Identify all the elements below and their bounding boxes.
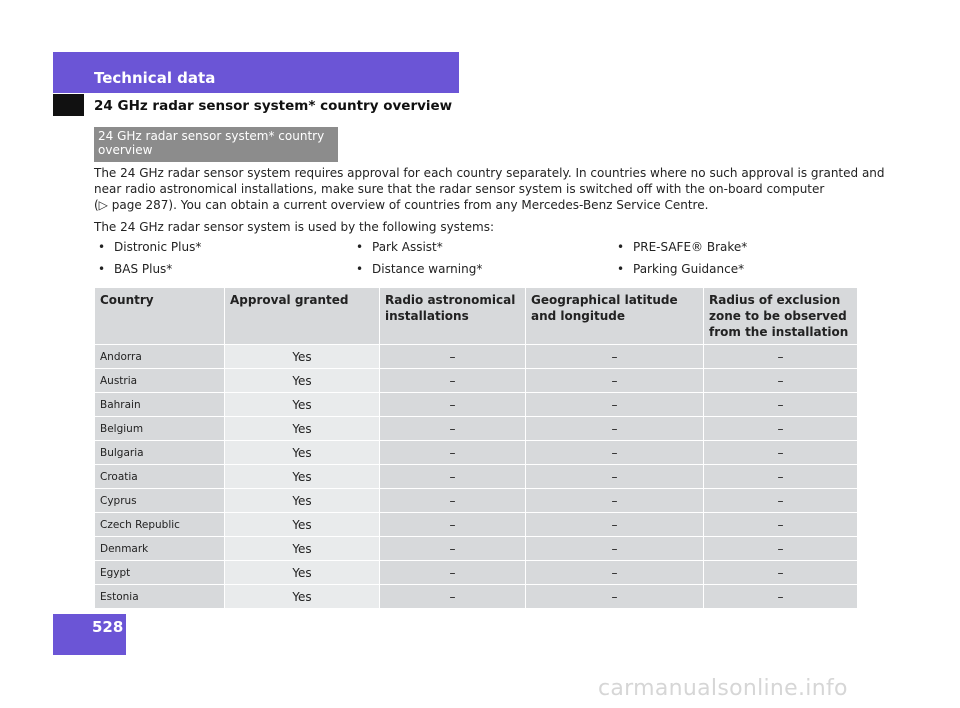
cell-radius: –: [704, 369, 858, 393]
cell-country: Andorra: [95, 345, 225, 369]
table-row: [95, 561, 858, 585]
table-row: [95, 345, 858, 369]
table-row: [95, 369, 858, 393]
cell-radius: –: [704, 345, 858, 369]
cell-radio: –: [380, 369, 526, 393]
cell-approval: Yes: [225, 489, 380, 513]
cell-approval: Yes: [225, 441, 380, 465]
cell-country: Cyprus: [95, 489, 225, 513]
column-header-country: Country: [95, 288, 225, 345]
cell-coordinates: –: [526, 441, 704, 465]
cell-country: Czech Republic: [95, 513, 225, 537]
table-row: [95, 441, 858, 465]
table-row: [95, 537, 858, 561]
cell-coordinates: –: [526, 537, 704, 561]
cell-country: Austria: [95, 369, 225, 393]
system-item: • Distance warning*: [356, 262, 483, 276]
system-item: • BAS Plus*: [98, 262, 173, 276]
cell-approval: Yes: [225, 513, 380, 537]
cell-radius: –: [704, 513, 858, 537]
table-row: [95, 393, 858, 417]
cell-coordinates: –: [526, 561, 704, 585]
cell-country: Estonia: [95, 585, 225, 609]
cell-radio: –: [380, 393, 526, 417]
cell-coordinates: –: [526, 513, 704, 537]
watermark: carmanualsonline.info: [598, 676, 848, 701]
table-row: [95, 585, 858, 609]
cell-country: Bulgaria: [95, 441, 225, 465]
section-title: 24 GHz radar sensor system* country overview: [94, 98, 453, 114]
table-row: [95, 489, 858, 513]
cell-country: Croatia: [95, 465, 225, 489]
column-header-coordinates: Geographical latitude and longitude: [526, 288, 704, 345]
cell-radio: –: [380, 465, 526, 489]
system-item: • Distronic Plus*: [98, 240, 202, 254]
cell-approval: Yes: [225, 465, 380, 489]
cell-coordinates: –: [526, 465, 704, 489]
cell-radio: –: [380, 561, 526, 585]
chapter-title: Technical data: [94, 69, 216, 87]
cell-country: Belgium: [95, 417, 225, 441]
cell-country: Denmark: [95, 537, 225, 561]
table-row: [95, 465, 858, 489]
cell-country: Egypt: [95, 561, 225, 585]
cell-coordinates: –: [526, 585, 704, 609]
paragraph-2: The 24 GHz radar sensor system is used by the following systems:: [94, 220, 494, 234]
cell-radio: –: [380, 513, 526, 537]
cell-radius: –: [704, 585, 858, 609]
cell-radius: –: [704, 465, 858, 489]
cell-radio: –: [380, 537, 526, 561]
paragraph-1-line-1: The 24 GHz radar sensor system requires approval for each country separately. In countries where no such approval is granted and: [94, 166, 885, 180]
cell-coordinates: –: [526, 489, 704, 513]
table-row: [95, 513, 858, 537]
cell-radio: –: [380, 441, 526, 465]
system-item: • Park Assist*: [356, 240, 443, 254]
cell-coordinates: –: [526, 369, 704, 393]
paragraph-1-line-3: (▷ page 287). You can obtain a current overview of countries from any Mercedes-Benz Service Centre.: [94, 198, 709, 212]
cell-radius: –: [704, 393, 858, 417]
column-header-approval: Approval granted: [225, 288, 380, 345]
column-header-radius: Radius of exclusion zone to be observed from the installation: [704, 288, 858, 345]
cell-approval: Yes: [225, 537, 380, 561]
cell-country: Bahrain: [95, 393, 225, 417]
subsection-heading: 24 GHz radar sensor system* country overview: [94, 127, 338, 162]
cell-radio: –: [380, 489, 526, 513]
paragraph-1-line-2: near radio astronomical installations, make sure that the radar sensor system is switched off with the on-board computer: [94, 182, 825, 196]
cell-radio: –: [380, 417, 526, 441]
page-number: 528: [92, 618, 124, 636]
cell-radius: –: [704, 489, 858, 513]
table-header-row: [95, 288, 858, 345]
cell-radio: –: [380, 345, 526, 369]
cell-radius: –: [704, 441, 858, 465]
cell-radio: –: [380, 585, 526, 609]
cell-approval: Yes: [225, 345, 380, 369]
section-marker: [53, 94, 84, 116]
cell-approval: Yes: [225, 417, 380, 441]
system-item: • Parking Guidance*: [617, 262, 745, 276]
cell-coordinates: –: [526, 417, 704, 441]
cell-coordinates: –: [526, 393, 704, 417]
cell-radius: –: [704, 561, 858, 585]
cell-approval: Yes: [225, 585, 380, 609]
cell-radius: –: [704, 417, 858, 441]
cell-approval: Yes: [225, 369, 380, 393]
cell-approval: Yes: [225, 561, 380, 585]
table-row: [95, 417, 858, 441]
cell-approval: Yes: [225, 393, 380, 417]
cell-coordinates: –: [526, 345, 704, 369]
cell-radius: –: [704, 537, 858, 561]
column-header-radio: Radio astronomical installations: [380, 288, 526, 345]
country-table: [94, 287, 858, 609]
system-item: • PRE-SAFE® Brake*: [617, 240, 748, 254]
